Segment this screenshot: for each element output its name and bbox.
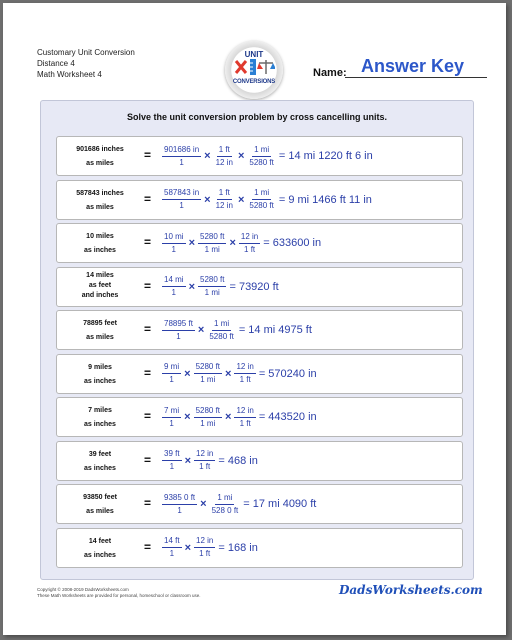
worksheet-title: Customary Unit Conversion	[37, 48, 135, 57]
conversion-fraction	[247, 188, 275, 211]
conversion-work	[161, 271, 279, 303]
copyright-text: Copyright © 2008-2019 DadsWorksheets.com	[37, 587, 129, 592]
conversion-work	[161, 140, 373, 172]
conversion-fraction	[162, 536, 182, 559]
question-line: as inches	[84, 421, 116, 428]
equals-sign: =	[144, 409, 152, 423]
fraction-numerator: 10 mi	[162, 232, 186, 244]
multiply-icon: ×	[237, 150, 245, 162]
fraction-numerator: 12 in	[194, 449, 215, 461]
question-line: 14 feet	[88, 537, 112, 545]
conversion-work	[161, 358, 317, 390]
fraction-denominator: 5280 ft	[249, 157, 274, 167]
fraction-denominator: 1 mi	[204, 288, 220, 297]
answer-key-title: Answer Key	[361, 56, 465, 76]
question-line: as miles	[86, 334, 114, 341]
question-line: 10 miles	[86, 233, 114, 240]
fraction-numerator: 1 mi	[215, 493, 234, 505]
fraction-numerator: 5280 ft	[198, 275, 226, 287]
conversion-fraction	[214, 188, 235, 211]
multiply-icon: ×	[184, 454, 192, 467]
logo-symbols-icon	[233, 58, 275, 76]
fraction-denominator: 1 mi	[200, 375, 216, 384]
fraction-denominator: 1	[169, 462, 175, 471]
problem-question	[61, 317, 139, 345]
question-line: 39 feet	[88, 450, 112, 458]
fraction-numerator: 14 ft	[162, 536, 182, 548]
fraction-denominator: 1 ft	[199, 462, 211, 471]
fraction-denominator: 1	[179, 157, 184, 167]
question-line: 14 miles	[86, 271, 114, 279]
conversion-work	[161, 532, 258, 564]
fraction-numerator: 1 mi	[252, 188, 271, 200]
problem-question	[61, 448, 139, 476]
worksheet-topic: Distance 4	[37, 59, 75, 68]
problem-question	[61, 271, 139, 301]
fraction-numerator: 1 mi	[212, 319, 231, 331]
fraction-denominator: 1	[176, 331, 181, 341]
usage-text: These Math Worksheets are provided for personal, homeschool or classroom use.	[37, 593, 201, 598]
conversion-answer: = 633600 in	[263, 237, 322, 249]
conversion-fraction	[194, 362, 222, 385]
multiply-icon: ×	[184, 411, 191, 423]
equals-sign: =	[144, 191, 152, 206]
question-line: as inches	[84, 551, 116, 559]
fraction-numerator: 12 in	[194, 536, 215, 548]
fraction-numerator: 12 in	[234, 406, 255, 418]
fraction-denominator: 1	[179, 201, 184, 210]
problem-row	[56, 180, 463, 220]
conversion-fraction	[162, 406, 181, 429]
fraction-numerator: 39 ft	[162, 449, 182, 461]
fraction-denominator: 1	[169, 549, 175, 558]
conversion-answer: = 168 in	[218, 541, 258, 554]
problems-panel	[40, 100, 474, 580]
conversion-work	[161, 401, 317, 433]
multiply-icon: ×	[184, 541, 192, 554]
question-line: as inches	[84, 247, 116, 254]
conversion-fraction	[198, 275, 226, 298]
problem-row	[56, 267, 463, 307]
fraction-numerator: 12 in	[239, 232, 260, 244]
fraction-denominator: 1	[169, 418, 174, 428]
conversion-answer: = 468 in	[218, 454, 258, 467]
problem-question	[61, 404, 139, 432]
fraction-numerator: 1 ft	[217, 188, 232, 200]
conversion-answer: = 570240 in	[258, 367, 317, 380]
fraction-denominator: 1 ft	[239, 375, 251, 384]
fraction-denominator: 5280 ft	[249, 201, 274, 210]
question-line: as miles	[86, 203, 114, 211]
problem-question	[61, 143, 139, 171]
problem-row	[56, 354, 463, 394]
conversion-fraction	[162, 145, 201, 168]
question-line: 901686 inches	[76, 146, 124, 153]
question-line: as miles	[86, 508, 114, 515]
instructions: Solve the unit conversion problem by cross cancelling units.	[126, 112, 388, 122]
equals-sign: =	[144, 278, 152, 293]
fraction-denominator: 1 mi	[204, 244, 220, 254]
fraction-denominator: 5280 ft	[209, 331, 234, 341]
fraction-denominator: 1	[171, 288, 176, 297]
equals-sign: =	[144, 452, 152, 467]
fraction-numerator: 14 mi	[162, 275, 186, 287]
conversion-fraction	[214, 145, 235, 168]
question-line: as inches	[84, 464, 116, 472]
fraction-denominator: 528 0 ft	[211, 505, 239, 515]
fraction-denominator: 1 mi	[200, 418, 216, 428]
conversion-fraction	[162, 493, 197, 516]
problem-row	[56, 310, 463, 350]
conversion-fraction	[194, 406, 222, 429]
conversion-fraction	[239, 232, 260, 255]
name-line[interactable]	[345, 77, 487, 78]
equals-sign: =	[144, 148, 152, 162]
conversion-fraction	[234, 406, 255, 429]
fraction-denominator: 1 ft	[199, 549, 211, 558]
multiply-icon: ×	[225, 367, 232, 380]
fraction-numerator: 1 ft	[217, 145, 232, 157]
equals-sign: =	[144, 539, 152, 554]
question-line: 9 miles	[88, 363, 112, 371]
fraction-denominator: 1 ft	[239, 418, 251, 428]
conversion-work	[161, 488, 316, 520]
question-line: 587843 inches	[76, 189, 124, 197]
conversion-answer: = 14 mi 1220 ft 6 in	[278, 150, 373, 162]
fraction-numerator: 5280 ft	[198, 232, 226, 244]
fraction-numerator: 7 mi	[162, 406, 181, 418]
conversion-fraction	[162, 232, 186, 255]
footer-copyright	[37, 587, 201, 599]
conversion-answer: = 14 mi 4975 ft	[238, 324, 312, 336]
fraction-numerator: 9 mi	[162, 362, 181, 374]
equals-sign: =	[144, 365, 152, 380]
conversion-fraction	[198, 232, 226, 255]
conversion-answer: = 443520 in	[258, 411, 317, 423]
question-line: 78895 feet	[83, 320, 117, 327]
conversion-fraction	[162, 188, 201, 211]
conversion-answer: = 17 mi 4090 ft	[243, 498, 317, 510]
unit-conversions-logo	[225, 41, 283, 99]
problem-question	[61, 361, 139, 389]
multiply-icon: ×	[229, 237, 236, 249]
question-line: 93850 feet	[83, 494, 117, 501]
fraction-numerator: 12 in	[234, 362, 255, 374]
multiply-icon: ×	[184, 367, 191, 380]
fraction-numerator: 1 mi	[252, 145, 271, 157]
conversion-fraction	[234, 362, 255, 385]
problem-question	[61, 491, 139, 519]
multiply-icon: ×	[197, 324, 205, 336]
multiply-icon: ×	[188, 280, 195, 293]
conversion-fraction	[194, 449, 215, 472]
problem-row	[56, 223, 463, 263]
equals-sign: =	[144, 235, 152, 249]
fraction-denominator: 1 ft	[244, 244, 256, 254]
fraction-denominator: 12 in	[215, 201, 233, 210]
problem-row	[56, 136, 463, 176]
conversion-fraction	[162, 449, 182, 472]
conversion-answer: = 9 mi 1466 ft 11 in	[278, 193, 372, 206]
question-line: as inches	[84, 377, 116, 385]
brand-logo: DadsWorksheets.com	[339, 583, 483, 597]
fraction-denominator: 1	[177, 505, 182, 515]
problem-row	[56, 484, 463, 524]
question-line: 7 miles	[88, 407, 112, 414]
conversion-work	[161, 314, 312, 346]
question-line: as feet	[88, 281, 112, 289]
problem-row	[56, 528, 463, 568]
worksheet-number: Math Worksheet 4	[37, 70, 102, 79]
fraction-denominator: 1	[169, 375, 174, 384]
conversion-answer: = 73920 ft	[229, 280, 279, 293]
multiply-icon: ×	[188, 237, 195, 249]
conversion-work	[161, 227, 321, 259]
equals-sign: =	[144, 496, 152, 510]
multiply-icon: ×	[237, 193, 245, 206]
conversion-work	[161, 184, 372, 216]
fraction-denominator: 1	[171, 244, 176, 254]
fraction-numerator: 78895 ft	[162, 319, 195, 331]
fraction-numerator: 5280 ft	[194, 362, 222, 374]
question-line: and inches	[81, 291, 119, 299]
multiply-icon: ×	[204, 150, 211, 162]
problem-row	[56, 397, 463, 437]
problem-question	[61, 187, 139, 215]
conversion-fraction	[162, 319, 195, 342]
multiply-icon: ×	[204, 193, 211, 206]
fraction-numerator: 901686 in	[162, 145, 201, 157]
conversion-work	[161, 445, 258, 477]
fraction-numerator: 587843 in	[162, 188, 201, 200]
problem-question	[61, 230, 139, 258]
name-label: Name:	[313, 67, 347, 79]
logo-bottom-text: CONVERSIONS	[232, 79, 276, 85]
fraction-denominator: 12 in	[215, 157, 233, 167]
problem-row	[56, 441, 463, 481]
multiply-icon: ×	[225, 411, 232, 423]
question-line: as miles	[86, 160, 114, 167]
conversion-fraction	[194, 536, 215, 559]
conversion-fraction	[162, 362, 181, 385]
worksheet-page	[3, 3, 506, 635]
multiply-icon: ×	[200, 498, 207, 510]
conversion-fraction	[247, 145, 275, 168]
worksheet-header	[37, 47, 135, 80]
fraction-numerator: 5280 ft	[194, 406, 222, 418]
equals-sign: =	[144, 322, 152, 336]
problem-question	[61, 535, 139, 563]
conversion-fraction	[207, 319, 235, 342]
fraction-numerator: 9385 0 ft	[162, 493, 197, 505]
logo-top-text: UNIT	[244, 50, 264, 59]
conversion-fraction	[210, 493, 241, 516]
conversion-fraction	[162, 275, 186, 298]
